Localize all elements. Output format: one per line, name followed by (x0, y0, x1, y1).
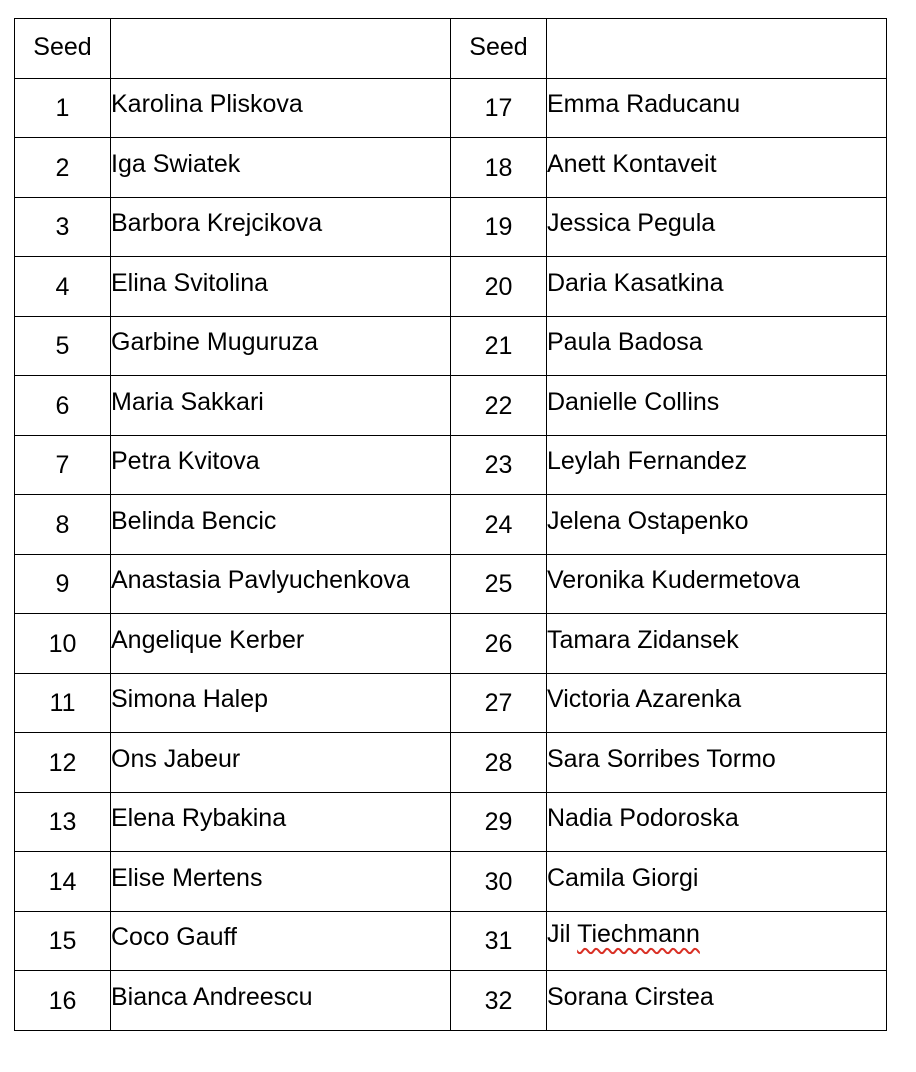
header-name-left (111, 19, 451, 79)
player-name-cell (547, 733, 887, 793)
seed-number: 17 (484, 94, 513, 123)
seed-number: 21 (484, 332, 513, 361)
player-name-cell (111, 852, 451, 912)
spellcheck-flagged-word: Tiechmann (577, 920, 700, 949)
seed-number: 7 (55, 451, 70, 480)
seed-number: 19 (484, 213, 513, 242)
player-name: Coco Gauff (111, 923, 238, 952)
table-row (15, 852, 887, 912)
seed-cell (451, 316, 547, 376)
seed-cell (451, 911, 547, 971)
player-name-cell (547, 673, 887, 733)
seed-cell (451, 554, 547, 614)
player-name: Emma Raducanu (547, 90, 741, 119)
player-name: Anett Kontaveit (547, 149, 717, 178)
table-row (15, 257, 887, 317)
player-name-cell (111, 792, 451, 852)
seed-cell (15, 257, 111, 317)
player-name-cell (547, 792, 887, 852)
seed-cell (451, 733, 547, 793)
seed-cell (15, 852, 111, 912)
seed-cell (451, 435, 547, 495)
seed-cell (15, 435, 111, 495)
player-name-cell (111, 673, 451, 733)
player-name-cell (547, 911, 887, 971)
seed-number: 18 (484, 153, 513, 182)
seed-number: 2 (55, 153, 70, 182)
player-name-cell (111, 911, 451, 971)
player-name-cell (111, 376, 451, 436)
player-name: Bianca Andreescu (111, 982, 313, 1011)
seed-number: 12 (48, 748, 77, 777)
player-name-cell (111, 197, 451, 257)
seed-number: 6 (55, 391, 70, 420)
header-seed-right (451, 19, 547, 79)
table-header-row (15, 19, 887, 79)
seed-number: 23 (484, 451, 513, 480)
seed-cell (15, 911, 111, 971)
seed-number: 1 (55, 94, 70, 123)
seed-number: 28 (484, 748, 513, 777)
seed-number: 10 (48, 629, 77, 658)
seed-number: 26 (484, 629, 513, 658)
player-name-cell (111, 971, 451, 1031)
player-name-cell (547, 78, 887, 138)
player-name: Belinda Bencic (111, 506, 277, 535)
table-row (15, 376, 887, 436)
seed-number: 30 (484, 867, 513, 896)
player-name: Paula Badosa (547, 328, 703, 357)
seed-number: 24 (484, 510, 513, 539)
seed-cell (15, 971, 111, 1031)
player-name-cell (111, 733, 451, 793)
table-row (15, 911, 887, 971)
player-name-cell (547, 435, 887, 495)
seed-number: 22 (484, 391, 513, 420)
table-row (15, 733, 887, 793)
player-name: Iga Swiatek (111, 149, 241, 178)
player-name-cell (111, 495, 451, 555)
seed-number: 31 (484, 927, 513, 956)
seed-cell (15, 376, 111, 436)
player-name-cell (111, 78, 451, 138)
player-name: Elina Svitolina (111, 268, 269, 297)
seed-number: 9 (55, 570, 70, 599)
seed-number: 29 (484, 808, 513, 837)
seed-number: 15 (48, 927, 77, 956)
header-seed-left (15, 19, 111, 79)
seed-number: 20 (484, 272, 513, 301)
player-name: Sorana Cirstea (547, 982, 714, 1011)
player-name: Karolina Pliskova (111, 90, 303, 119)
table-row (15, 673, 887, 733)
seed-cell (451, 971, 547, 1031)
seed-table (14, 18, 887, 1031)
seed-number: 11 (49, 689, 76, 718)
player-name: Tamara Zidansek (547, 625, 739, 654)
player-name: Maria Sakkari (111, 387, 264, 416)
player-name-cell (547, 554, 887, 614)
seed-table-body (15, 19, 887, 1031)
seed-cell (15, 495, 111, 555)
player-name: Garbine Muguruza (111, 328, 319, 357)
player-name-cell (111, 316, 451, 376)
seed-cell (15, 78, 111, 138)
player-name-cell (547, 257, 887, 317)
player-name: Victoria Azarenka (547, 685, 742, 714)
seed-number: 27 (484, 689, 513, 718)
player-name: Jessica Pegula (547, 209, 716, 238)
player-name: Elise Mertens (111, 863, 263, 892)
seed-cell (15, 733, 111, 793)
player-name-cell (547, 138, 887, 198)
table-row (15, 495, 887, 555)
player-name: Simona Halep (111, 685, 269, 714)
seed-number: 14 (48, 867, 77, 896)
player-first-name: Jil (547, 920, 571, 949)
player-name: Ons Jabeur (111, 744, 241, 773)
player-name-cell (111, 435, 451, 495)
header-seed-left-label: Seed (33, 32, 92, 61)
player-name: Veronika Kudermetova (547, 566, 800, 595)
table-row (15, 554, 887, 614)
player-name: Camila Giorgi (547, 863, 699, 892)
player-name: Petra Kvitova (111, 447, 260, 476)
player-name: Sara Sorribes Tormo (547, 744, 776, 773)
player-name: Jelena Ostapenko (547, 506, 749, 535)
table-row (15, 614, 887, 674)
seed-cell (451, 197, 547, 257)
player-name: Elena Rybakina (111, 804, 287, 833)
seed-cell (451, 257, 547, 317)
seed-cell (15, 673, 111, 733)
seed-cell (451, 792, 547, 852)
player-name-cell (547, 197, 887, 257)
seed-number: 8 (55, 510, 70, 539)
player-name: Anastasia Pavlyuchenkova (111, 566, 410, 595)
seed-cell (15, 792, 111, 852)
player-name-cell (111, 554, 451, 614)
player-name-cell (111, 614, 451, 674)
seed-cell (451, 138, 547, 198)
table-row (15, 435, 887, 495)
header-name-right (547, 19, 887, 79)
player-name-cell (547, 614, 887, 674)
seed-number: 16 (48, 986, 77, 1015)
seed-number: 3 (55, 213, 70, 242)
table-row (15, 316, 887, 376)
player-name-cell (547, 852, 887, 912)
seed-number: 13 (48, 808, 77, 837)
seed-number: 5 (55, 332, 70, 361)
player-name-cell (547, 495, 887, 555)
seed-cell (15, 197, 111, 257)
player-name: Leylah Fernandez (547, 447, 748, 476)
seed-cell (451, 614, 547, 674)
seed-cell (15, 316, 111, 376)
seed-number: 32 (484, 986, 513, 1015)
seed-cell (451, 673, 547, 733)
player-name: Danielle Collins (547, 387, 720, 416)
table-row (15, 971, 887, 1031)
player-name-cell (547, 376, 887, 436)
seed-cell (451, 376, 547, 436)
seed-cell (451, 78, 547, 138)
seed-cell (15, 138, 111, 198)
player-name: Daria Kasatkina (547, 268, 724, 297)
seed-cell (15, 614, 111, 674)
player-name: Barbora Krejcikova (111, 209, 323, 238)
seed-number: 25 (484, 570, 513, 599)
table-row (15, 138, 887, 198)
seed-cell (451, 495, 547, 555)
seed-cell (15, 554, 111, 614)
header-seed-right-label: Seed (469, 32, 528, 61)
player-name-cell (547, 316, 887, 376)
player-name-cell (111, 138, 451, 198)
player-name-cell (111, 257, 451, 317)
player-name: Nadia Podoroska (547, 804, 739, 833)
table-row (15, 792, 887, 852)
player-name: Angelique Kerber (111, 625, 305, 654)
table-row (15, 78, 887, 138)
player-name (547, 920, 700, 951)
player-name-cell (547, 971, 887, 1031)
seed-number: 4 (55, 272, 70, 301)
seed-cell (451, 852, 547, 912)
table-row (15, 197, 887, 257)
